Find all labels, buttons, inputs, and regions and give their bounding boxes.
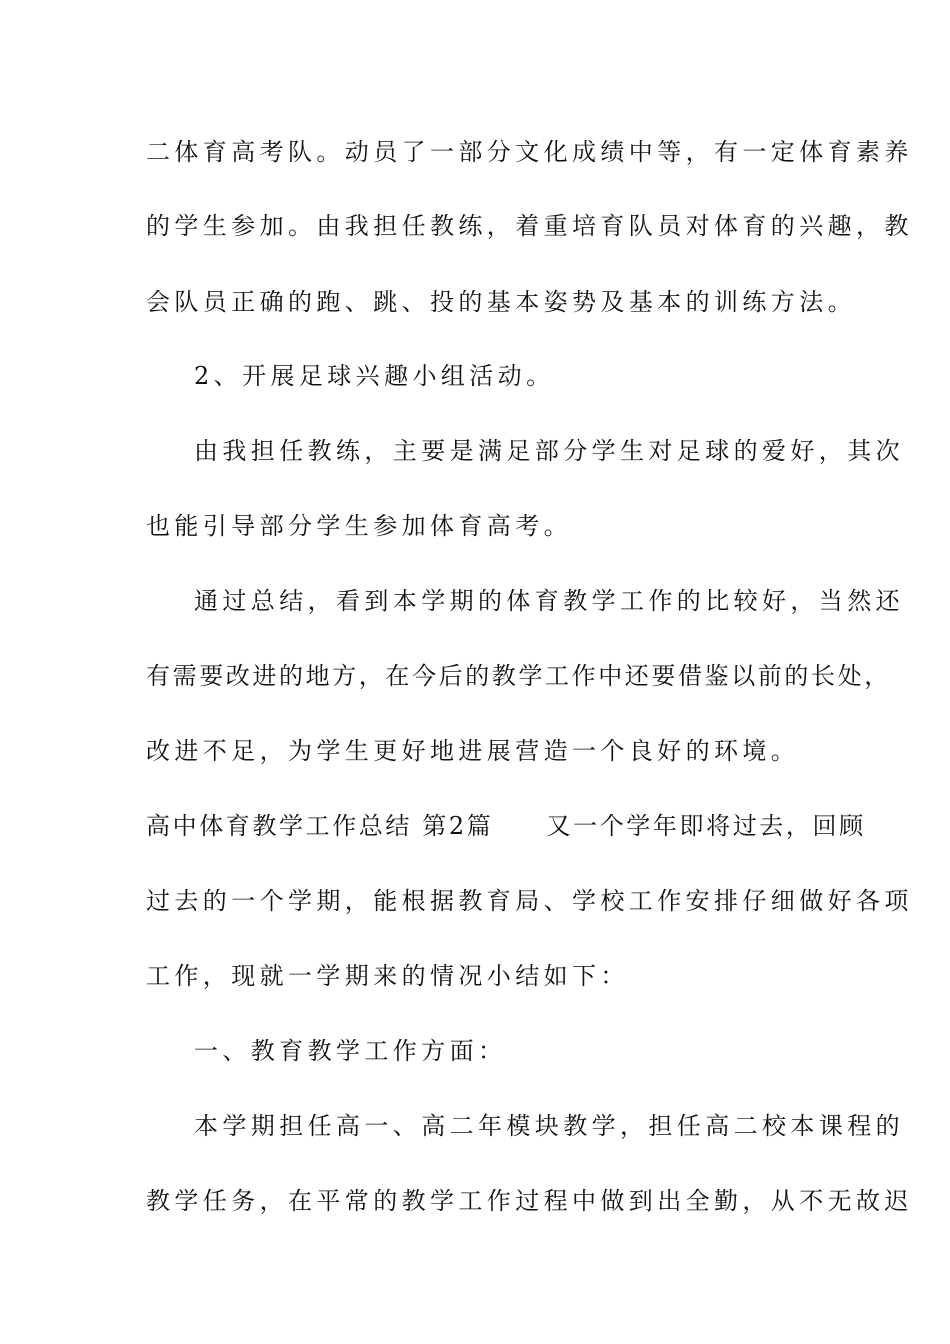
text-line: 二体育高考队。动员了一部分文化成绩中等，有一定体育素养 <box>146 138 913 166</box>
text-line: 由我担任教练，主要是满足部分学生对足球的爱好，其次 <box>194 437 904 465</box>
text-line: 工作，现就一学期来的情况小结如下： <box>146 962 629 990</box>
text-line: 的学生参加。由我担任教练，着重培育队员对体育的兴趣，教 <box>146 212 913 240</box>
text-line: 过去的一个学期，能根据教育局、学校工作安排仔细做好各项 <box>146 887 913 915</box>
list-item-heading: 2、开展足球兴趣小组活动。 <box>194 362 555 390</box>
text-line: 通过总结，看到本学期的体育教学工作的比较好，当然还 <box>194 587 904 615</box>
section-heading: 一、教育教学工作方面： <box>194 1037 507 1065</box>
text-line: 会队员正确的跑、跳、投的基本姿势及基本的训练方法。 <box>146 288 856 316</box>
text-line: 本学期担任高一、高二年模块教学，担任高二校本课程的 <box>194 1112 904 1140</box>
text-line: 教学任务，在平常的教学工作过程中做到出全勤，从不无故迟 <box>146 1187 913 1215</box>
text-line: 有需要改进的地方，在今后的教学工作中还要借鉴以前的长处， <box>146 662 891 690</box>
text-line: 改进不足，为学生更好地进展营造一个良好的环境。 <box>146 737 800 765</box>
section-title-line: 高中体育教学工作总结 第2篇 又一个学年即将过去，回顾 <box>146 812 866 840</box>
text-line: 也能引导部分学生参加体育高考。 <box>146 512 572 540</box>
